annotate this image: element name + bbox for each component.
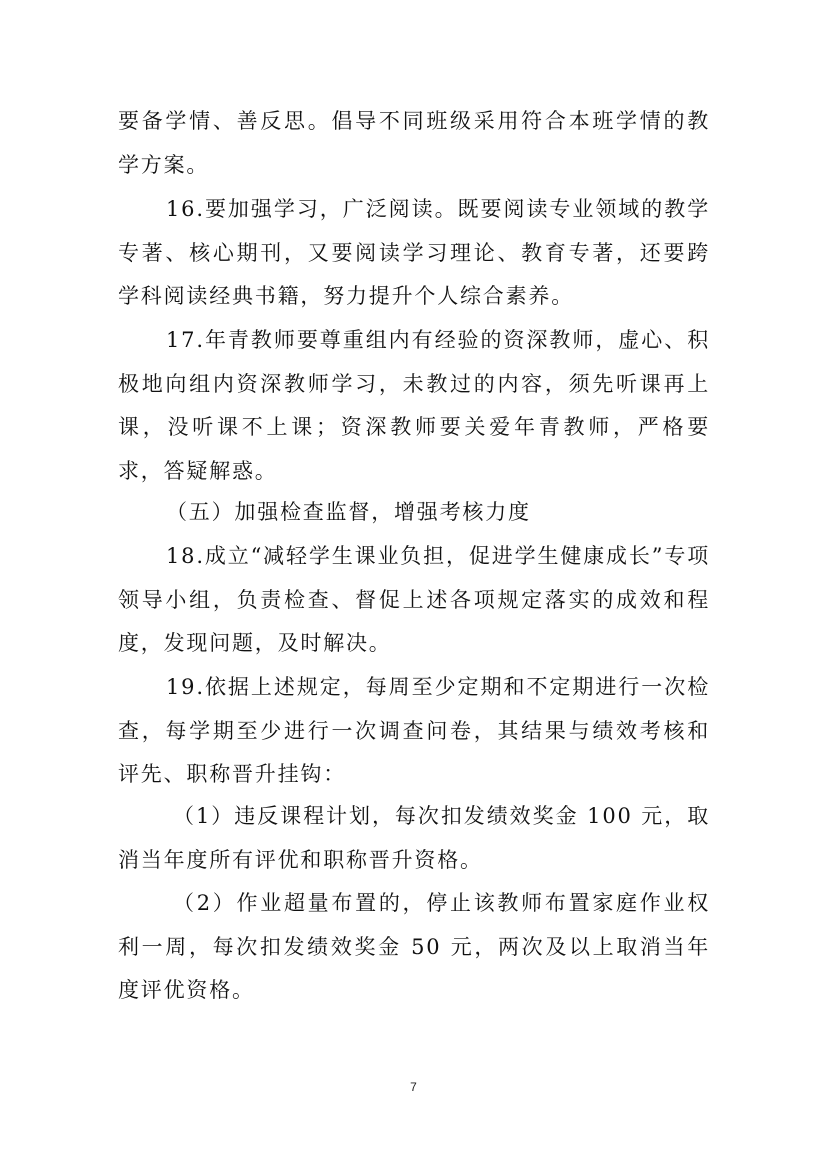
section-heading-5: （五）加强检查监督，增强考核力度 (166, 500, 531, 524)
page-number: 7 (410, 1080, 417, 1094)
paragraph-item-19-2: （2）作业超量布置的，停止该教师布置家庭作业权利一周，每次扣发绩效奖金 50 元，两次及以上取消当年度评优资格。 (118, 891, 710, 1002)
paragraph-item-19-1: （1）违反课程计划，每次扣发绩效奖金 100 元，取消当年度所有评优和职称晋升资格。 (118, 804, 710, 872)
paragraph-continuation: 要备学情、善反思。倡导不同班级采用符合本班学情的教学方案。 (118, 109, 710, 177)
paragraph-item-18: 18.成立“减轻学生课业负担，促进学生健康成长”专项领导小组，负责检查、督促上述各项规定落实的成效和程度，发现问题，及时解决。 (118, 544, 710, 655)
paragraph-item-16: 16.要加强学习，广泛阅读。既要阅读专业领域的教学专著、核心期刊，又要阅读学习理论、教育专著，还要跨学科阅读经典书籍，努力提升个人综合素养。 (118, 197, 710, 308)
paragraph-item-17: 17.年青教师要尊重组内有经验的资深教师，虚心、积极地向组内资深教师学习，未教过的内容，须先听课再上课，没听课不上课；资深教师要关爱年青教师，严格要求，答疑解惑。 (118, 328, 710, 483)
paragraph-item-19: 19.依据上述规定，每周至少定期和不定期进行一次检查，每学期至少进行一次调查问卷，其结果与绩效考核和评先、职称晋升挂钩： (118, 675, 710, 786)
